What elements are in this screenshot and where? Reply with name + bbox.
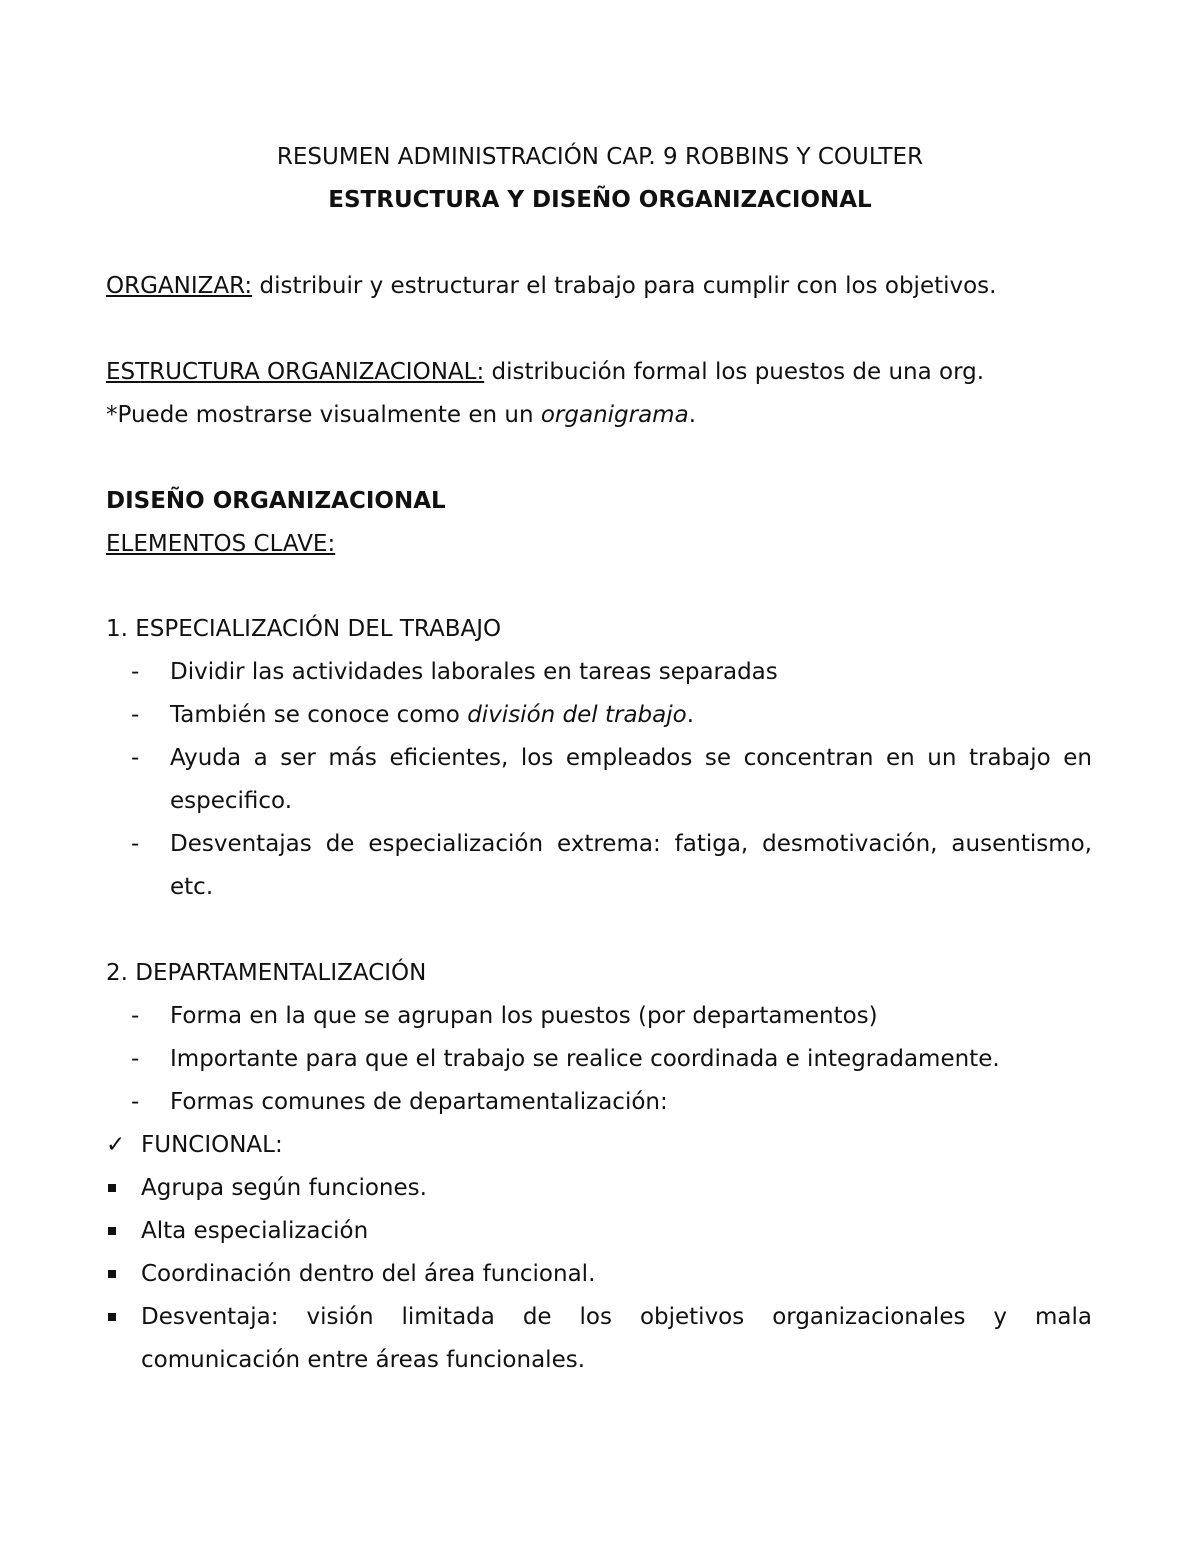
dash-marker: - <box>131 702 140 728</box>
checkmark-icon: ✓ <box>106 1132 126 1158</box>
square-bullet-icon <box>108 1227 116 1235</box>
list-item-continuation: especifico. <box>170 788 293 814</box>
list-item-continuation: etc. <box>170 874 214 900</box>
organigrama-term: organigrama <box>540 402 689 428</box>
square-bullet-icon <box>108 1270 116 1278</box>
dash-marker: - <box>131 659 140 685</box>
division-del-trabajo-term: división del trabajo <box>467 702 687 728</box>
document-page: RESUMEN ADMINISTRACIÓN CAP. 9 ROBBINS Y COULTER ESTRUCTURA Y DISEÑO ORGANIZACIONAL ORGANIZAR: distribuir y estructurar el trabajo para cumplir con los objetivos. ESTRUCTURA ORGANIZACIONAL: distribución formal los puestos de una org. *Puede mostrarse visualmente en un organigrama. DISEÑO ORGANIZACIONAL ELEMENTOS CLAVE: 1. ESPECIALIZACIÓN DEL TRABAJO - Dividir las actividades laborales en tareas separadas - También se conoce como división del trabajo. - Ayuda a ser más eficientes, los empleados se concentran en un trabajo en especifico. - Desventajas de especialización extrema: fatiga, desmotivación, ausentismo, etc. 2. DEPARTAMENTALIZACIÓN - Forma en la que se agrupan los puestos (por departamentos) - Importante para que el trabajo se realice coordinada e integradamente. - Formas comunes de departamentalización: ✓ FUNCIONAL: Agrupa según funciones. Alta especialización Coordinación dentro del área funcional. Desventaja: visión limitada de los objetivos organizacionales y mala comunicación entre áreas funcionales. <box>0 0 1200 1553</box>
diseno-heading: DISEÑO ORGANIZACIONAL <box>106 488 446 514</box>
section-2-title: 2. DEPARTAMENTALIZACIÓN <box>106 960 427 986</box>
organigrama-note: *Puede mostrarse visualmente en un organigrama. <box>106 402 696 428</box>
dash-marker: - <box>131 1089 140 1115</box>
dash-marker: - <box>131 745 140 771</box>
bullet-item-continuation: comunicación entre áreas funcionales. <box>141 1347 586 1373</box>
section-1-title: 1. ESPECIALIZACIÓN DEL TRABAJO <box>106 616 502 642</box>
organizar-term: ORGANIZAR: <box>106 273 253 299</box>
elementos-clave-heading: ELEMENTOS CLAVE: <box>106 531 336 557</box>
organizar-text: distribuir y estructurar el trabajo para cumplir con los objetivos. <box>252 273 997 299</box>
dash-marker: - <box>131 1046 140 1072</box>
document-subtitle: ESTRUCTURA Y DISEÑO ORGANIZACIONAL <box>328 187 872 213</box>
estructura-text: distribución formal los puestos de una org. <box>484 359 985 385</box>
dash-marker: - <box>131 1003 140 1029</box>
estructura-definition <box>106 357 984 387</box>
estructura-term: ESTRUCTURA ORGANIZACIONAL: <box>106 359 485 385</box>
dash-marker: - <box>131 831 140 857</box>
organizar-definition <box>106 271 996 301</box>
square-bullet-icon <box>108 1184 116 1192</box>
document-title: RESUMEN ADMINISTRACIÓN CAP. 9 ROBBINS Y COULTER <box>276 144 924 170</box>
square-bullet-icon <box>108 1313 116 1321</box>
